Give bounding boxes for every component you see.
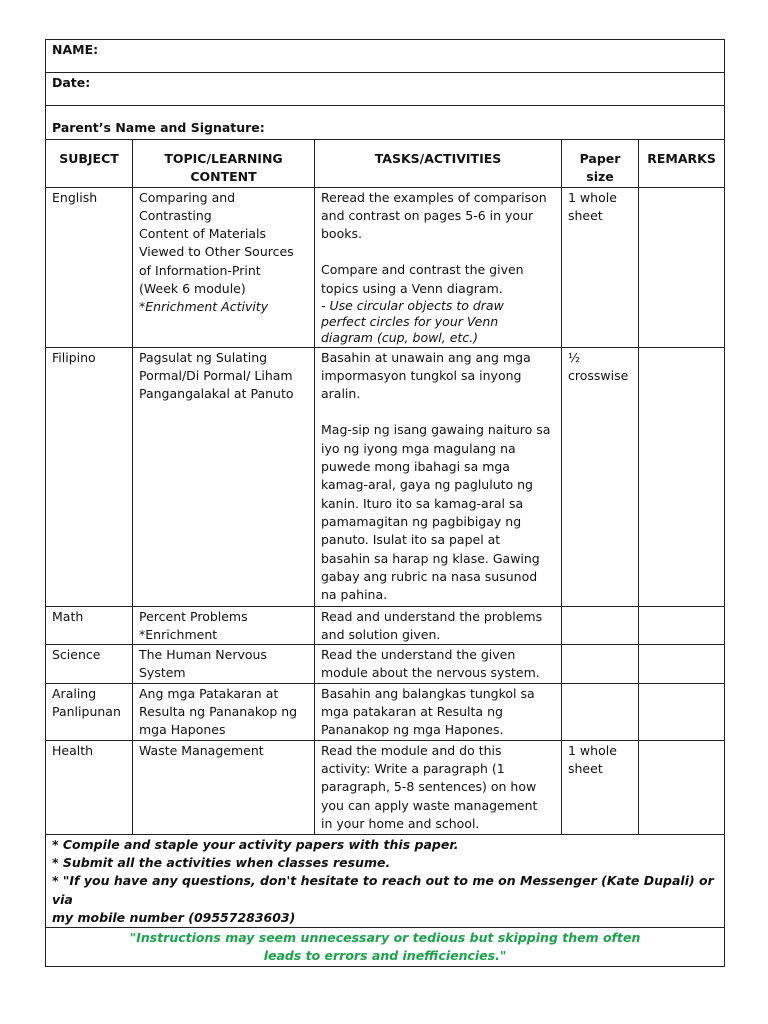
cell-text-line: perfect circles for your Venn [321,314,499,330]
parent-signature-label: Parent’s Name and Signature: [46,106,725,140]
cell-text-line: kamag-aral, gaya ng pagluluto ng [321,477,533,493]
tasks-cell [315,740,562,834]
col-topic-line: TOPIC/LEARNING [164,151,283,166]
topic-cell [133,187,315,347]
cell-text-line: mga patakaran at Resulta ng [321,704,503,720]
cell-text-line: of Information-Print [139,262,261,278]
paper-size-cell [562,347,639,606]
remarks-cell [639,683,725,740]
cell-text-line: activity: Write a paragraph (1 [321,760,505,776]
cell-text-line: Ang mga Patakaran at [139,685,279,701]
cell-text-line: Math [52,608,84,624]
subject-cell [46,606,133,645]
cell-text-line: mga Hapones [139,722,226,738]
cell-text-line: basahin sa harap ng klase. Gawing [321,550,540,566]
cell-text-line: kanin. Ituro ito sa kamag-aral sa [321,495,524,511]
note-line: * Compile and staple your activity papers with this paper. [52,836,459,852]
cell-text-line: Pangangalakal at Panuto [139,386,294,402]
cell-text-line: Basahin ang balangkas tungkol sa [321,685,535,701]
cell-text-line: sheet [568,760,603,776]
date-label: Date: [46,73,725,106]
subject-cell [46,645,133,684]
table-row [46,645,725,684]
tasks-cell [315,347,562,606]
cell-text-line: System [139,665,186,681]
subject-rows [46,187,725,834]
cell-text-line: Content of Materials [139,226,267,242]
cell-text-line: sheet [568,207,603,223]
cell-text-line: paragraph, 5-8 sentences) on how [321,779,537,795]
cell-text-line: Filipino [52,349,96,365]
cell-text-line: - Use circular objects to draw [321,298,504,314]
cell-text-line: topics using a Venn diagram. [321,280,503,296]
spacer [321,243,555,261]
subject-cell [46,347,133,606]
col-tasks [315,140,562,188]
topic-cell [133,740,315,834]
cell-text-line: aralin. [321,386,361,402]
cell-text-line: Science [52,647,101,663]
subject-cell [46,683,133,740]
cell-text-line: iyo ng iyong mga magulang na [321,440,516,456]
cell-text-line: Compare and contrast the given [321,262,524,278]
cell-text-line: and contrast on pages 5-6 in your [321,207,534,223]
note-line: my mobile number (09557283603) [52,909,296,925]
cell-text-line: (Week 6 module) [139,281,246,297]
table-row [46,683,725,740]
cell-text-line: Panlipunan [52,704,121,720]
cell-text-line: impormasyon tungkol sa inyong [321,367,522,383]
cell-text-line: crosswise [568,367,629,383]
col-remarks-label: REMARKS [647,151,716,166]
col-subject [46,140,133,188]
remarks-cell [639,740,725,834]
cell-text-line: na pahina. [321,587,388,603]
cell-text-line: you can apply waste management [321,797,538,813]
cell-text-line: books. [321,226,362,242]
cell-text-line: module about the nervous system. [321,665,540,681]
paper-size-cell [562,645,639,684]
cell-text-line: Percent Problems [139,608,248,624]
cell-text-line: Comparing and [139,189,236,205]
topic-cell [133,683,315,740]
column-header-row [46,140,725,188]
cell-text-line: Read the module and do this [321,742,502,758]
date-row [46,73,725,106]
remarks-cell [639,187,725,347]
cell-text-line: panuto. Isulat ito sa papel at [321,532,501,548]
name-row [46,40,725,73]
remarks-cell [639,347,725,606]
cell-text-line: Viewed to Other Sources [139,244,294,260]
spacer [321,403,555,421]
cell-text-line: Contrasting [139,207,212,223]
cell-text-line: Pananakop ng mga Hapones. [321,722,504,738]
cell-text-line: Read the understand the given [321,647,516,663]
subject-cell [46,187,133,347]
remarks-cell [639,606,725,645]
cell-text-line: gabay ang rubric na nasa susunod [321,568,538,584]
cell-text-line: *Enrichment [139,626,218,642]
cell-text-line: Resulta ng Pananakop ng [139,704,298,720]
col-paper-line: Paper [579,151,621,166]
tasks-cell [315,645,562,684]
col-topic [133,140,315,188]
quote-line: "Instructions may seem unnecessary or tedious but skipping them often [129,930,641,946]
table-row [46,187,725,347]
cell-text-line: Reread the examples of comparison [321,189,547,205]
cell-text-line: Basahin at unawain ang ang mga [321,349,531,365]
cell-text-line: pamamagitan ng pagbibigay ng [321,513,522,529]
col-subject-label: SUBJECT [59,151,119,166]
tasks-cell [315,606,562,645]
cell-text-line: and solution given. [321,626,441,642]
cell-text-line: ½ [568,349,581,365]
cell-text-line: English [52,189,98,205]
paper-size-cell [562,683,639,740]
note-line: * Submit all the activities when classes resume. [52,854,391,870]
cell-text-line: diagram (cup, bowl, etc.) [321,330,479,346]
name-label: NAME: [46,40,725,73]
subject-cell [46,740,133,834]
tasks-cell [315,187,562,347]
tasks-cell [315,683,562,740]
cell-text-line: Pagsulat ng Sulating [139,349,268,365]
cell-text-line: Health [52,742,94,758]
cell-text-line: Pormal/Di Pormal/ Liham [139,367,293,383]
table-row [46,347,725,606]
cell-text-line: 1 whole [568,189,617,205]
cell-text-line: *Enrichment Activity [139,299,269,315]
topic-cell [133,645,315,684]
cell-text-line: Mag-sip ng isang gawaing naituro sa [321,422,551,438]
col-tasks-label: TASKS/ACTIVITIES [374,151,502,166]
paper-size-cell [562,740,639,834]
quote-line: leads to errors and inefficiencies." [263,948,507,964]
cell-text-line: in your home and school. [321,815,480,831]
notes-cell [46,834,725,927]
cell-text-line: The Human Nervous [139,647,267,663]
cell-text-line: 1 whole [568,742,617,758]
cell-text-line: Waste Management [139,742,264,758]
topic-cell [133,606,315,645]
quote-row [46,928,725,967]
note-line: * "If you have any questions, don't hesitate to reach out to me on Messenger (Kate Dupali) or via [52,873,714,907]
col-paper [562,140,639,188]
remarks-cell [639,645,725,684]
parent-row [46,106,725,140]
col-paper-line: size [586,169,614,185]
cell-text-line: Read and understand the problems [321,608,543,624]
paper-size-cell [562,606,639,645]
col-topic-line: CONTENT [190,169,257,185]
cell-text-line: Araling [52,685,97,701]
table-row [46,606,725,645]
topic-cell [133,347,315,606]
paper-size-cell [562,187,639,347]
cell-text-line: puwede mong ibahagi sa mga [321,459,510,475]
quote-cell [46,928,725,967]
col-remarks [639,140,725,188]
notes-row [46,834,725,927]
activity-sheet-table [45,39,725,967]
table-row [46,740,725,834]
